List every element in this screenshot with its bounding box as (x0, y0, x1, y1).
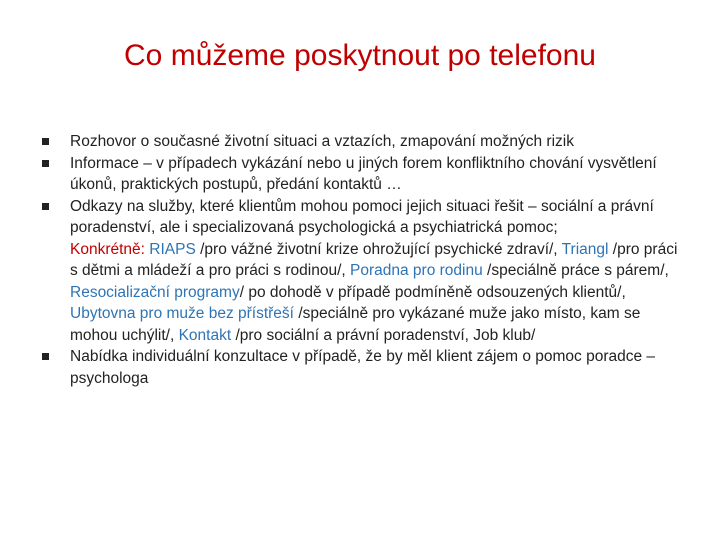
bullet-item (42, 346, 682, 389)
bullet-text: Rozhovor o současné životní situaci a vztazích, zmapování možných rizik (70, 133, 574, 150)
service-poradna: Poradna pro rodinu (350, 262, 483, 279)
service-triangl-desc: /pro práci s dětmi a mládeží a pro práci s rodinou/, (70, 240, 678, 279)
service-ubytovna: Ubytovna pro muže bez přístřeší (70, 305, 294, 322)
bullet-text: Nabídka individuální konzultace v případě, že by měl klient zájem o pomoc poradce – psychologa (70, 348, 656, 387)
bullet-text: Informace – v případech vykázání nebo u jiných forem konfliktního chování vysvětlení úkonů, praktických postupů, předání kontaktů … (70, 154, 657, 193)
bullet-list (42, 131, 682, 389)
slide-title: Co můžeme poskytnout po telefonu (124, 39, 596, 72)
bullet-text: Odkazy na služby, které klientům mohou pomoci jejich situaci řešit – sociální a právní poradenství, ale i specializovaná psychologická a psychiatrická pomoc; (70, 197, 654, 236)
service-resocializacni: Resocializační programy (70, 283, 240, 301)
square-bullet-icon (42, 353, 49, 360)
square-bullet-icon (42, 160, 49, 167)
service-kontakt-desc: /pro sociální a právní poradenství, Job klub/ (235, 326, 536, 344)
service-riaps-desc: /pro vážné životní krize ohrožující psychické zdraví/, (200, 240, 558, 258)
service-poradna-desc: /speciálně práce s párem/, (487, 262, 669, 279)
square-bullet-icon (42, 203, 49, 210)
bullet-item (42, 131, 682, 153)
service-riaps: RIAPS (149, 240, 196, 258)
concrete-services (42, 239, 682, 347)
bullet-item (42, 153, 682, 196)
service-kontakt: Kontakt (178, 326, 232, 344)
service-ubytovna-desc: /speciálně pro vykázané muže jako místo, kam se mohou uchýlit/, (70, 305, 641, 344)
square-bullet-icon (42, 138, 49, 145)
concrete-label: Konkrétně: (70, 240, 145, 258)
bullet-item (42, 196, 682, 239)
service-triangl: Triangl (561, 240, 609, 258)
service-resocializacni-desc: / po dohodě v případě podmíněně odsouzených klientů/, (239, 283, 626, 301)
